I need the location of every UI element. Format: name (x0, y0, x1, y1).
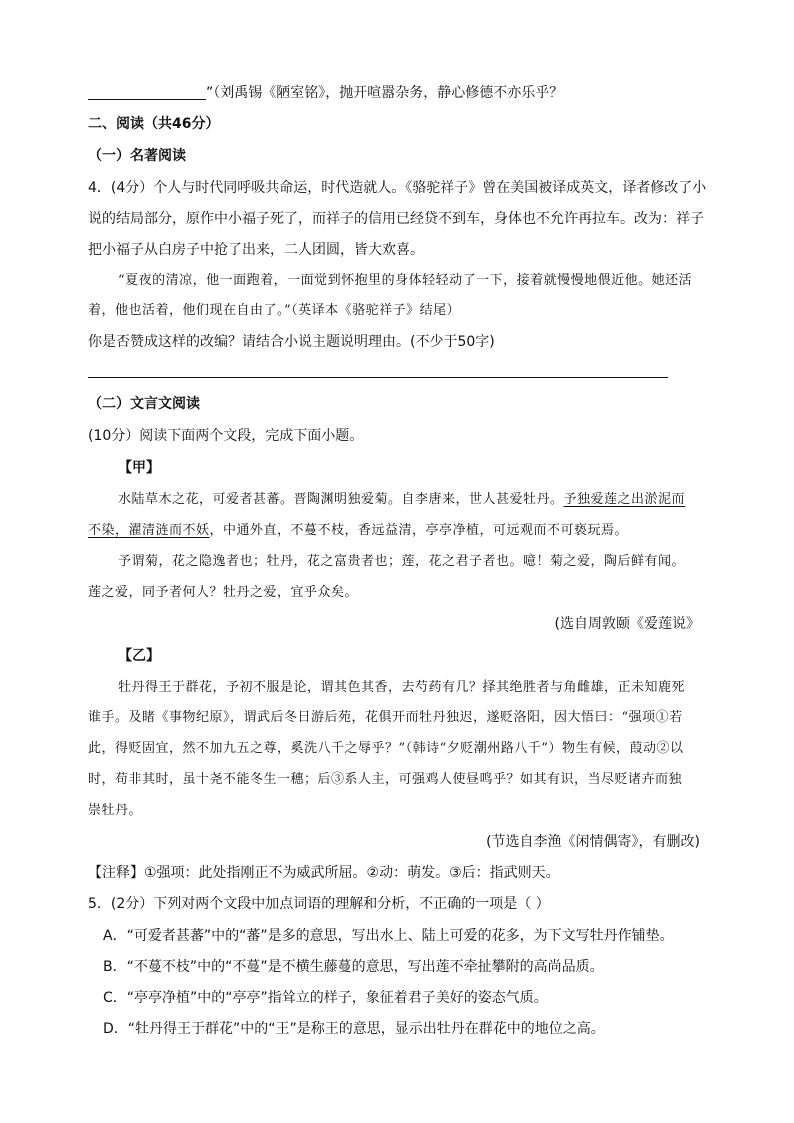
passage-b-line-2: 谁手。及睹《事物纪原》，谓武后冬日游后苑，花俱开而牡丹独迟，遂贬洛阳，因大悟曰：“强项①若 (88, 710, 683, 725)
passage-a-line-4: 莲之爱，同予者何人？牡丹之爱，宜乎众矣。 (88, 585, 359, 600)
passage-b-line-3: 此，得贬固宜，然不加九五之尊，奚洗八千之辱乎？”（韩诗“夕贬潮州路八千”）物生有候，葭动②以 (88, 741, 684, 756)
underlined-sentence: 不染，濯清涟而不妖 (88, 523, 210, 538)
passage-b-line-4: 时，苟非其时，虽十尧不能冬生一穗；后③系人主，可强鸡人使昼鸣乎？如其有识，当尽贬诸卉而独 (88, 772, 683, 787)
passage-b-line-5: 崇牡丹。 (88, 803, 143, 818)
q4-line-2: 说的结局部分，原作中小福子死了，而祥子的信用已经贷不到车，身体也不允许再拉车。改为：祥子 (88, 211, 704, 227)
q5-option-c[interactable]: C．“亭亭净植”中的“亭亭”指耸立的样子，象征着君子美好的姿态气质。 (103, 990, 548, 1006)
passage-a-line-1: 水陆草木之花，可爱者甚蕃。晋陶渊明独爱菊。自李唐来，世人甚爱牡丹。予独爱莲之出淤泥而 (118, 492, 686, 507)
q5-option-d[interactable]: D．“牡丹得王于群花”中的“王”是称王的意思，显示出牡丹在群花中的地位之高。 (103, 1021, 605, 1037)
answer-blank[interactable] (88, 85, 206, 100)
top-line: ”（刘禹锡《陋室铭》，抛开喧嚣杂务，静心修德不亦乐乎？ (88, 83, 563, 103)
passage-a-source: (选自周敦颐《爱莲说》 (554, 616, 700, 632)
underlined-sentence: 予独爱莲之出淤泥而 (563, 492, 686, 507)
q4-question: 你是否赞成这样的改编？请结合小说主题说明理由。(不少于50字) (88, 334, 495, 350)
q5-stem: 5．(2分）下列对两个文段中加点词语的理解和分析，不正确的一项是（ ） (88, 896, 550, 912)
reading-intro: (10分）阅读下面两个文段，完成下面小题。 (88, 428, 364, 444)
part2-title: （二）文言文阅读 (88, 396, 200, 412)
annotation: 【注释】①强项：此处指刚正不为威武所屈。②动：萌发。③后：指武则天。 (88, 865, 560, 881)
q4-quote-1: “夏夜的清凉，他一面跑着，一面觉到怀抱里的身体轻轻动了一下，接着就慢慢地偎近他。她还活 (118, 273, 693, 288)
part1-title: （一）名著阅读 (88, 148, 186, 164)
section-title: 二、阅读（共46分） (88, 116, 220, 132)
answer-line[interactable] (88, 377, 668, 378)
passage-b-line-1: 牡丹得王于群花，予初不服是论，谓其色其香，去芍药有几？择其绝胜者与角雌雄，正未知鹿死 (118, 680, 686, 695)
passage-a-line-2: 不染，濯清涟而不妖，中通外直，不蔓不枝，香远益清，亭亭净植，可远观而不可亵玩焉。 (88, 523, 629, 538)
q4-line-1: 4．(4分）个人与时代同呼吸共命运，时代造就人。《骆驼祥子》曾在美国被译成英文，译者修改了小 (88, 180, 707, 196)
passage-b-source: (节选自李渔《闲情偶寄》，有删改) (486, 834, 700, 850)
passage-a-line-3: 予谓菊，花之隐逸者也；牡丹，花之富贵者也；莲，花之君子者也。噫！菊之爱，陶后鲜有闻。 (118, 554, 686, 569)
q5-option-b[interactable]: B．“不蔓不枝”中的“不蔓”是不横生藤蔓的意思，写出莲不牵扯攀附的高尚品质。 (103, 959, 604, 975)
q4-line-3: 把小福子从白房子中抢了出来，二人团圆，皆大欢喜。 (88, 242, 424, 258)
passage-a-label: 【甲】 (118, 460, 160, 476)
q4-quote-2: 着，他也活着，他们现在自由了。”（英译本《骆驼祥子》结尾） (88, 303, 461, 318)
passage-b-label: 【乙】 (118, 648, 160, 664)
q5-option-a[interactable]: A．“可爱者甚蕃”中的“蕃”是多的意思，写出水上、陆上可爱的花多，为下文写牡丹作铺垫。 (103, 928, 674, 944)
